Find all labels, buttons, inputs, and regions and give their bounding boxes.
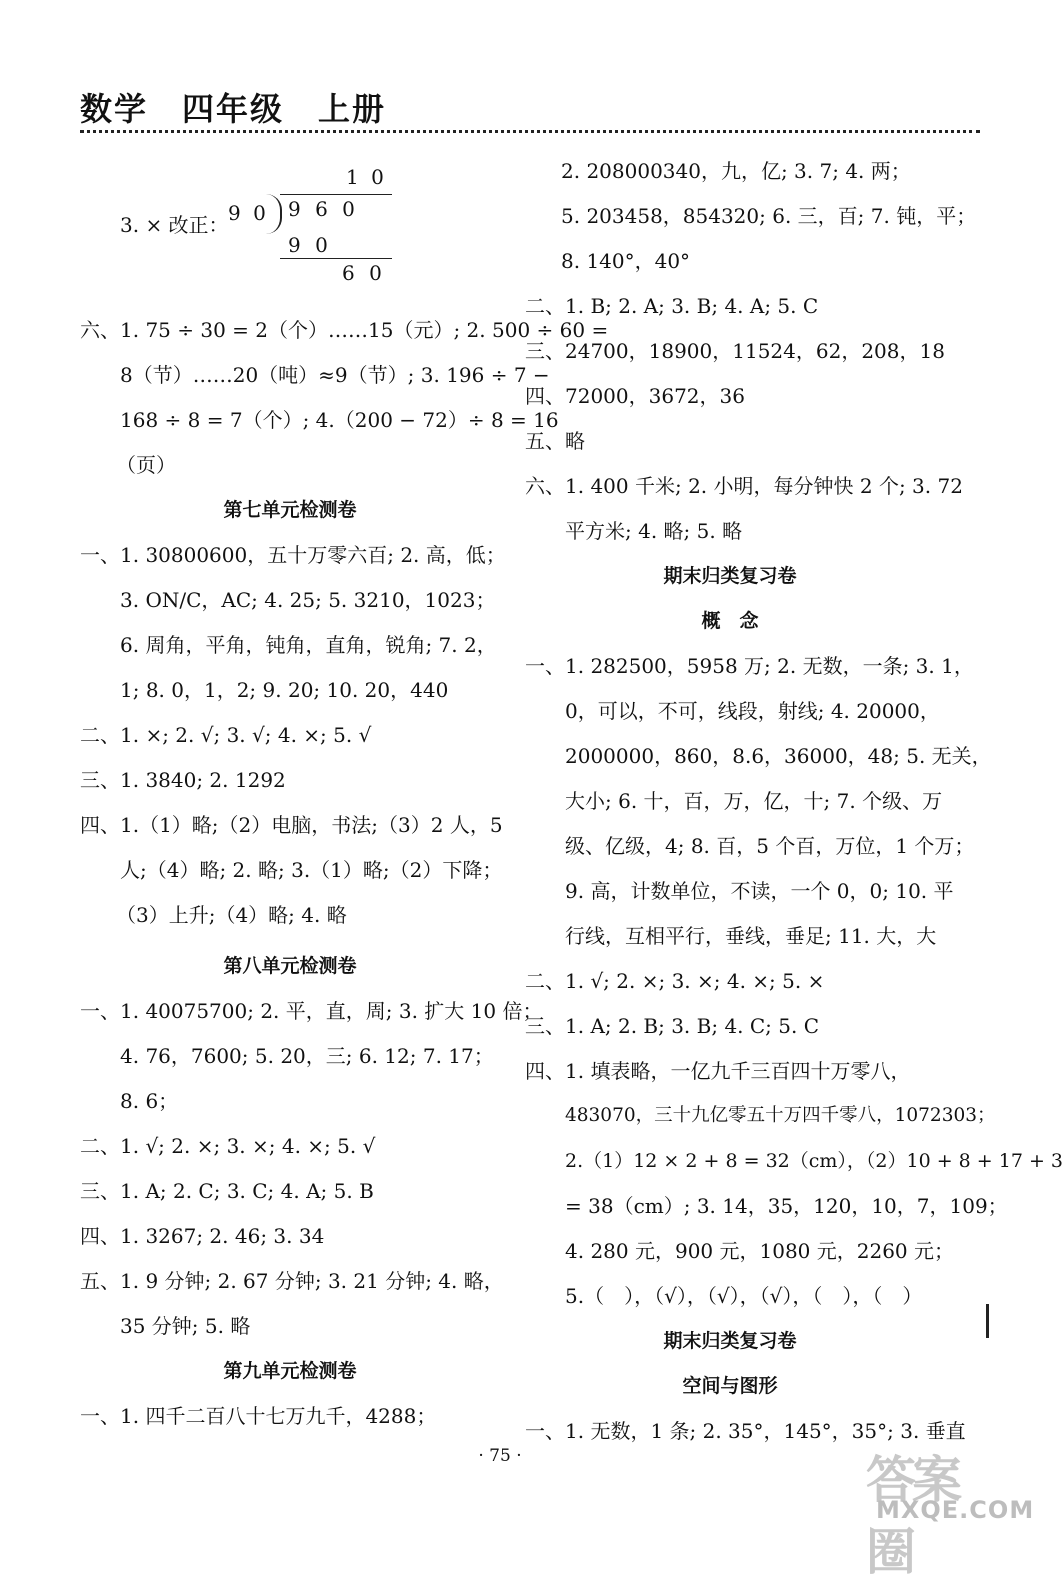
answer-line: 五、1. 9 分钟; 2. 67 分钟; 3. 21 分钟; 4. 略， <box>80 1269 504 1293</box>
answer-line: 2000000，860，8.6，36000，48; 5. 无关， <box>565 744 992 768</box>
section-title: 第七单元检测卷 <box>223 499 357 521</box>
answer-line: 8. 140°，40° <box>561 249 691 273</box>
answer-line: （页） <box>116 453 176 477</box>
subsection-title: 概 念 <box>701 610 759 632</box>
answer-line: 六、1. 400 千米; 2. 小明，每分钟快 2 个; 3. 72 <box>525 474 963 498</box>
margin-mark <box>986 1304 989 1338</box>
answer-line: 1; 8. 0，1，2; 9. 20; 10. 20，440 <box>120 678 449 702</box>
answer-line: 8（节）……20（吨）≈9（节）; 3. 196 ÷ 7 − <box>120 363 550 387</box>
answer-line: 三、1. 3840; 2. 1292 <box>80 768 286 792</box>
page-header-title: 数学 四年级 上册 <box>80 90 387 128</box>
answer-line: 三、24700，18900，11524，62，208，18 <box>525 339 945 363</box>
answer-line: 行线，互相平行，垂线，垂足; 11. 大，大 <box>565 924 937 948</box>
answer-line: 四、1.（1）略;（2）电脑，书法;（3）2 人，5 <box>80 813 503 837</box>
answer-line: 平方米; 4. 略; 5. 略 <box>565 519 743 543</box>
section-title: 第九单元检测卷 <box>223 1360 357 1382</box>
answer-line: 二、1. √; 2. ×; 3. ×; 4. ×; 5. × <box>525 969 825 993</box>
answer-line: 四、1. 填表略，一亿九千三百四十万零八， <box>525 1059 911 1083</box>
answer-line: 35 分钟; 5. 略 <box>120 1314 251 1338</box>
section-title: 期末归类复习卷 <box>663 1330 797 1352</box>
answer-line: 三、1. A; 2. B; 3. B; 4. C; 5. C <box>525 1014 820 1038</box>
answer-line: 6. 周角，平角，钝角，直角，锐角; 7. 2， <box>120 633 497 657</box>
answer-line: 四、1. 3267; 2. 46; 3. 34 <box>80 1224 325 1248</box>
watermark-site-text: MXQE.COM <box>876 1496 1035 1524</box>
answer-line: 8. 6； <box>120 1089 179 1113</box>
division-remainder: 6 0 <box>342 261 386 285</box>
division-divisor: 9 0 <box>228 201 269 225</box>
answer-line: 四、72000，3672，36 <box>525 384 745 408</box>
division-dividend: 9 6 0 <box>288 197 359 221</box>
subsection-title: 空间与图形 <box>682 1375 778 1397</box>
answer-line: 9. 高，计数单位，不读，一个 0，0; 10. 平 <box>565 879 954 903</box>
answer-line: 0，可以，不可，线段，射线; 4. 20000， <box>565 699 940 723</box>
answer-line: 大小; 6. 十，百，万，亿，十; 7. 个级、万 <box>565 789 943 813</box>
answer-line: 一、1. 40075700; 2. 平，直，周; 3. 扩大 10 倍； <box>80 999 543 1023</box>
answer-line: 一、1. 282500，5958 万; 2. 无数，一条; 3. 1， <box>525 654 974 678</box>
answer-line: （3）上升;（4）略; 4. 略 <box>116 903 347 927</box>
answer-line: 二、1. B; 2. A; 3. B; 4. A; 5. C <box>525 294 819 318</box>
section-title: 第八单元检测卷 <box>223 955 357 977</box>
answer-line: 2.（1）12 × 2 + 8 = 32（cm），（2）10 + 8 + 17 + 3 <box>565 1150 1063 1172</box>
answer-line: 5. 203458，854320; 6. 三，百; 7. 钝，平； <box>561 204 977 228</box>
header-dotted-rule <box>80 130 980 133</box>
answer-line: 483070，三十九亿零五十万四千零八，1072303； <box>565 1105 996 1126</box>
long-division <box>80 150 500 285</box>
answer-line: 2. 208000340，九，亿; 3. 7; 4. 两； <box>561 159 911 183</box>
division-bottom-bar <box>280 258 392 259</box>
section-title: 期末归类复习卷 <box>663 565 797 587</box>
answer-line: 3. ON/C，AC; 4. 25; 5. 3210，1023； <box>120 588 496 612</box>
watermark-logo-text: 答案圈 <box>866 1451 958 1581</box>
watermark-logo <box>866 1440 1035 1581</box>
answer-line: 级、亿级，4; 8. 百，5 个百，万位，1 个万； <box>565 834 975 858</box>
division-product: 9 0 <box>288 233 332 257</box>
answer-line: 一、1. 无数，1 条; 2. 35°，145°，35°; 3. 垂直 <box>525 1419 966 1443</box>
answer-line: 4. 280 元，900 元，1080 元，2260 元； <box>565 1239 955 1263</box>
answer-line: 二、1. ×; 2. √; 3. √; 4. ×; 5. √ <box>80 723 372 747</box>
answer-line: = 38（cm）; 3. 14，35，120，10，7，109； <box>565 1194 1008 1218</box>
answer-line: 168 ÷ 8 = 7（个）; 4.（200 − 72）÷ 8 = 16 <box>120 408 559 432</box>
answer-line: 4. 76，7600; 5. 20，三; 6. 12; 7. 17； <box>120 1044 494 1068</box>
division-label: 3. × 改正： <box>120 213 229 237</box>
answer-line: 五、略 <box>525 429 585 453</box>
answer-line: 5.（ ），（√），（√），（√），（ ），（ ） <box>565 1284 923 1308</box>
answer-line: 二、1. √; 2. ×; 3. ×; 4. ×; 5. √ <box>80 1134 376 1158</box>
answer-line: 一、1. 30800600，五十万零六百; 2. 高，低； <box>80 543 506 567</box>
division-bracket <box>266 194 282 234</box>
answer-line: 三、1. A; 2. C; 3. C; 4. A; 5. B <box>80 1179 374 1203</box>
answer-line: 六、1. 75 ÷ 30 = 2（个）……15（元）; 2. 500 ÷ 60 = <box>80 318 609 342</box>
division-quotient: 1 0 <box>346 165 387 189</box>
page-number: · 75 · <box>478 1446 522 1466</box>
answer-line: 人;（4）略; 2. 略; 3.（1）略;（2）下降； <box>120 858 503 882</box>
answer-line: 一、1. 四千二百八十七万九千，4288； <box>80 1404 437 1428</box>
division-top-bar <box>280 194 392 195</box>
